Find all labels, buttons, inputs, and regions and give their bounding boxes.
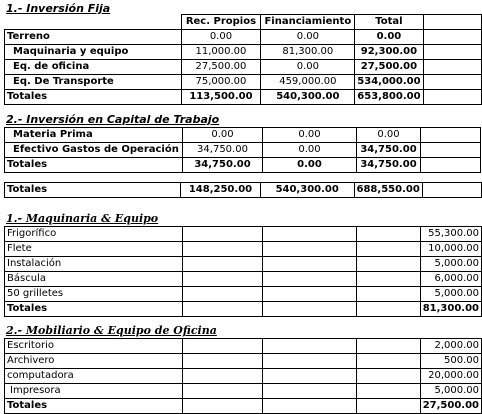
total-financiamiento[interactable]: 540,300.00 <box>261 90 355 105</box>
section-title-mobiliario-oficina: 2.- Mobiliario & Equipo de Oficina <box>6 324 217 337</box>
empty-cell[interactable] <box>262 302 356 317</box>
row-label[interactable]: Eq. De Transporte <box>5 75 182 90</box>
section-title-maquinaria-equipo: 1.- Maquinaria & Equipo <box>6 212 159 225</box>
grand-total-financiamiento[interactable]: 540,300.00 <box>260 183 354 198</box>
row-label[interactable]: Eq. de oficina <box>5 60 182 75</box>
empty-cell[interactable] <box>262 242 356 257</box>
cell-financiamiento[interactable]: 0.00 <box>263 143 357 158</box>
item-label[interactable]: 50 grilletes <box>5 287 183 302</box>
cell-total[interactable]: 27,500.00 <box>355 60 423 75</box>
grand-totals-row <box>5 183 482 198</box>
empty-cell[interactable] <box>182 227 262 242</box>
empty-cell <box>5 15 182 30</box>
empty-cell[interactable] <box>421 143 481 158</box>
empty-cell[interactable] <box>423 90 481 105</box>
cell-financiamiento[interactable]: 81,300.00 <box>261 45 355 60</box>
totals-value[interactable]: 81,300.00 <box>420 302 481 317</box>
empty-cell[interactable] <box>422 183 481 198</box>
totals-label[interactable]: Totales <box>5 302 183 317</box>
cell-rec-propios[interactable]: 11,000.00 <box>181 45 261 60</box>
empty-cell[interactable] <box>182 242 262 257</box>
total-financiamiento[interactable]: 0.00 <box>263 158 357 173</box>
list-item <box>5 257 482 272</box>
item-value[interactable]: 5,000.00 <box>420 287 481 302</box>
totals-label[interactable]: Totales <box>5 158 183 173</box>
row-label[interactable]: Materia Prima <box>5 128 183 143</box>
list-item <box>5 272 482 287</box>
row-label[interactable]: Terreno <box>5 30 182 45</box>
empty-cell[interactable] <box>262 354 356 369</box>
table-row <box>5 128 481 143</box>
empty-cell[interactable] <box>356 287 420 302</box>
totals-value[interactable]: 27,500.00 <box>420 399 481 414</box>
empty-cell[interactable] <box>356 272 420 287</box>
cell-total[interactable]: 0.00 <box>357 128 421 143</box>
total-total[interactable]: 34,750.00 <box>357 158 421 173</box>
empty-cell[interactable] <box>421 128 481 143</box>
table-row <box>5 75 482 90</box>
cell-rec-propios[interactable]: 75,000.00 <box>181 75 261 90</box>
empty-cell[interactable] <box>356 242 420 257</box>
item-label[interactable]: Frigorífico <box>5 227 183 242</box>
empty-cell[interactable] <box>356 227 420 242</box>
total-total[interactable]: 653,800.00 <box>355 90 423 105</box>
item-value[interactable]: 55,300.00 <box>420 227 481 242</box>
item-value[interactable]: 5,000.00 <box>420 257 481 272</box>
empty-cell[interactable] <box>262 257 356 272</box>
cell-financiamiento[interactable]: 0.00 <box>263 128 357 143</box>
item-label[interactable]: Impresora <box>5 384 183 399</box>
empty-cell[interactable] <box>182 339 262 354</box>
empty-cell[interactable] <box>356 354 420 369</box>
empty-cell[interactable] <box>262 272 356 287</box>
empty-cell[interactable] <box>356 302 420 317</box>
totals-label[interactable]: Totales <box>5 399 183 414</box>
empty-cell[interactable] <box>262 384 356 399</box>
empty-cell[interactable] <box>182 272 262 287</box>
cell-total[interactable]: 34,750.00 <box>357 143 421 158</box>
empty-cell[interactable] <box>262 399 356 414</box>
empty-cell[interactable] <box>182 257 262 272</box>
empty-cell[interactable] <box>356 339 420 354</box>
item-value[interactable]: 2,000.00 <box>420 339 481 354</box>
totals-row <box>5 302 482 317</box>
table-row <box>5 30 482 45</box>
empty-cell[interactable] <box>262 287 356 302</box>
cell-rec-propios[interactable]: 34,750.00 <box>183 143 263 158</box>
grand-total-rec-propios[interactable]: 148,250.00 <box>181 183 261 198</box>
empty-cell[interactable] <box>423 30 481 45</box>
empty-cell[interactable] <box>182 302 262 317</box>
total-rec-propios[interactable]: 113,500.00 <box>181 90 261 105</box>
empty-cell[interactable] <box>262 369 356 384</box>
item-value[interactable]: 5,000.00 <box>420 384 481 399</box>
empty-cell[interactable] <box>423 60 481 75</box>
item-label[interactable]: Archivero <box>5 354 183 369</box>
header-rec-propios: Rec. Propios <box>181 15 261 30</box>
row-label[interactable]: Efectivo Gastos de Operación <box>5 143 183 158</box>
cell-total[interactable]: 92,300.00 <box>355 45 423 60</box>
empty-cell[interactable] <box>421 158 481 173</box>
cell-rec-propios[interactable]: 27,500.00 <box>181 60 261 75</box>
item-label[interactable]: Instalación <box>5 257 183 272</box>
table-grand-total <box>4 182 482 198</box>
empty-cell[interactable] <box>182 354 262 369</box>
empty-cell[interactable] <box>182 399 262 414</box>
section-title-capital-trabajo: 2.- Inversión en Capital de Trabajo <box>6 113 220 126</box>
list-item <box>5 354 482 369</box>
cell-rec-propios[interactable]: 0.00 <box>183 128 263 143</box>
header-row <box>5 15 482 30</box>
empty-cell[interactable] <box>356 369 420 384</box>
totals-label[interactable]: Totales <box>5 90 182 105</box>
cell-rec-propios[interactable]: 0.00 <box>181 30 261 45</box>
cell-total[interactable]: 0.00 <box>355 30 423 45</box>
table-maquinaria-equipo <box>4 226 482 317</box>
item-value[interactable]: 20,000.00 <box>420 369 481 384</box>
empty-cell <box>423 15 481 30</box>
empty-cell[interactable] <box>182 384 262 399</box>
list-item <box>5 227 482 242</box>
item-label[interactable]: computadora <box>5 369 183 384</box>
totals-row <box>5 90 482 105</box>
empty-cell[interactable] <box>262 339 356 354</box>
table-row <box>5 143 481 158</box>
cell-total[interactable]: 534,000.00 <box>355 75 423 90</box>
item-label[interactable]: Flete <box>5 242 183 257</box>
empty-cell[interactable] <box>356 399 420 414</box>
section-title-inversion-fija: 1.- Inversión Fija <box>6 2 111 15</box>
header-total: Total <box>355 15 423 30</box>
list-item <box>5 287 482 302</box>
list-item <box>5 242 482 257</box>
empty-cell[interactable] <box>423 75 481 90</box>
grand-total-total[interactable]: 688,550.00 <box>354 183 422 198</box>
table-row <box>5 45 482 60</box>
empty-cell[interactable] <box>182 287 262 302</box>
item-label[interactable]: Escritorio <box>5 339 183 354</box>
cell-financiamiento[interactable]: 459,000.00 <box>261 75 355 90</box>
totals-row <box>5 399 482 414</box>
list-item <box>5 384 482 399</box>
list-item <box>5 369 482 384</box>
grand-totals-label[interactable]: Totales <box>5 183 181 198</box>
item-value[interactable]: 500.00 <box>420 354 481 369</box>
item-value[interactable]: 6,000.00 <box>420 272 481 287</box>
item-value[interactable]: 10,000.00 <box>420 242 481 257</box>
item-label[interactable]: Báscula <box>5 272 183 287</box>
totals-row <box>5 158 481 173</box>
table-row <box>5 60 482 75</box>
table-inversion-fija <box>4 14 482 105</box>
table-mobiliario-oficina <box>4 338 482 414</box>
empty-cell[interactable] <box>423 45 481 60</box>
list-item <box>5 339 482 354</box>
empty-cell[interactable] <box>262 227 356 242</box>
cell-financiamiento[interactable]: 0.00 <box>261 60 355 75</box>
empty-cell[interactable] <box>356 257 420 272</box>
table-capital-trabajo <box>4 127 481 173</box>
total-rec-propios[interactable]: 34,750.00 <box>183 158 263 173</box>
empty-cell[interactable] <box>182 369 262 384</box>
cell-financiamiento[interactable]: 0.00 <box>261 30 355 45</box>
header-financiamiento: Financiamiento <box>261 15 355 30</box>
empty-cell[interactable] <box>356 384 420 399</box>
row-label[interactable]: Maquinaria y equipo <box>5 45 182 60</box>
